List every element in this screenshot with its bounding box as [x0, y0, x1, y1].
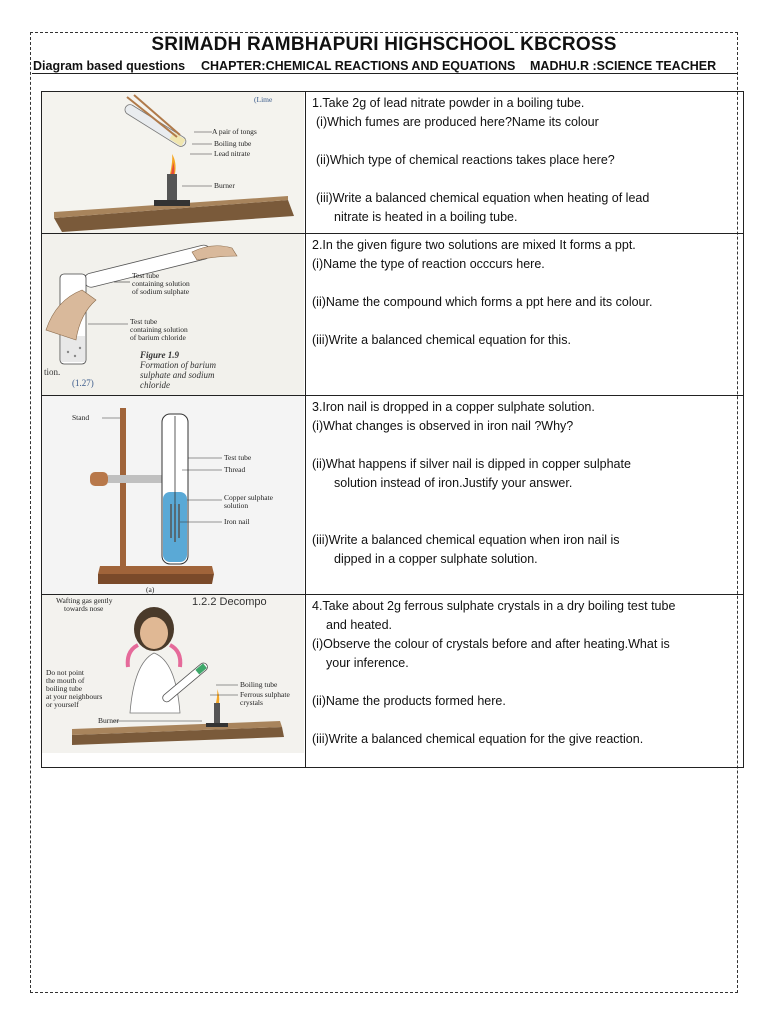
figure-cell-1	[42, 92, 306, 234]
figure-cell-4	[42, 595, 306, 768]
teacher-name: MADHU.R :SCIENCE TEACHER	[530, 59, 717, 73]
label-test-tube: Test tube	[224, 453, 252, 462]
q1-gap	[312, 132, 739, 151]
q3-line: (i)What changes is observed in iron nail ?Why?	[312, 419, 574, 433]
question-row-3	[42, 396, 744, 595]
label-boiling-tube: Boiling tube	[214, 139, 252, 148]
label-ferrous-sulphate: Ferrous sulphate crystals	[240, 690, 290, 707]
q4-line: (iii)Write a balanced chemical equation for the give reaction.	[312, 732, 644, 746]
q2-line: (iii)Write a balanced chemical equation for this.	[312, 333, 571, 347]
q3-line: dipped in a copper sulphate solution.	[334, 552, 538, 566]
q4-line: (i)Observe the colour of crystals before and after heating.What is	[312, 637, 670, 651]
q1-line: nitrate is heated in a boiling tube.	[334, 210, 518, 224]
figure-iron-nail-copper-sulphate	[42, 396, 305, 594]
question-cell-3	[306, 396, 744, 595]
label-test-tube-barium-chloride: Test tube containing solution of barium chloride	[130, 317, 188, 342]
q4-gap	[312, 711, 739, 730]
q2-line: 2.In the given figure two solutions are mixed It forms a ppt.	[312, 238, 636, 252]
figure-cell-3	[42, 396, 306, 595]
q3-line: 3.Iron nail is dropped in a copper sulphate solution.	[312, 400, 595, 414]
worksheet-subheader	[33, 59, 741, 74]
q3-gap	[312, 512, 739, 531]
chapter-name: CHAPTER:CHEMICAL REACTIONS AND EQUATIONS	[201, 59, 516, 73]
question-cell-2	[306, 234, 744, 396]
q1-line: (ii)Which type of chemical reactions takes place here?	[316, 153, 615, 167]
number-text: (1.27)	[72, 378, 94, 388]
side-text: tion.	[44, 367, 61, 377]
q1-line: 1.Take 2g of lead nitrate powder in a boiling tube.	[312, 96, 585, 110]
label-stand: Stand	[72, 413, 90, 422]
q3-line: (iii)Write a balanced chemical equation when iron nail is	[312, 533, 620, 547]
label-iron-nail: Iron nail	[224, 517, 250, 526]
q2-gap	[312, 312, 739, 331]
figure-cell-2	[42, 234, 306, 396]
q4-line: (ii)Name the products formed here.	[312, 694, 506, 708]
q3-line: (ii)What happens if silver nail is dipped in copper sulphate	[312, 457, 631, 471]
q4-line: 4.Take about 2g ferrous sulphate crystals in a dry boiling test tube	[312, 599, 676, 613]
question-cell-1	[306, 92, 744, 234]
q1-gap	[312, 170, 739, 189]
q2-line: (i)Name the type of reaction occcurs here.	[312, 257, 545, 271]
figure-caption-line: chloride	[140, 380, 170, 390]
figure-ferrous-sulphate-heating	[42, 595, 305, 753]
header-rule	[32, 73, 738, 74]
question-row-2	[42, 234, 744, 396]
q2-line: (ii)Name the compound which forms a ppt here and its colour.	[312, 295, 653, 309]
q4-gap	[312, 673, 739, 692]
question-cell-4	[306, 595, 744, 768]
q3-line: solution instead of iron.Justify your answer.	[334, 476, 573, 490]
figure-lead-nitrate-heating	[42, 92, 305, 233]
figure-barium-sulphate-formation	[42, 234, 305, 395]
q4-line: your inference.	[326, 656, 409, 670]
figure-caption-title: Figure 1.9	[140, 350, 180, 360]
corner-text-1: (Lime	[254, 95, 273, 104]
q2-gap	[312, 274, 739, 293]
q1-line: (iii)Write a balanced chemical equation when heating of lead	[316, 191, 650, 205]
figure-caption-line: sulphate and sodium	[140, 370, 215, 380]
figure-part-label: (a)	[146, 585, 155, 594]
q3-gap	[312, 436, 739, 455]
label-caution: Do not point the mouth of boiling tube at your neighbours or yourself	[46, 668, 103, 709]
worksheet-type: Diagram based questions	[33, 59, 186, 73]
q3-gap	[312, 493, 739, 512]
school-title: SRIMADH RAMBHAPURI HIGHSCHOOL KBCROSS	[151, 34, 617, 55]
label-test-tube-sodium-sulphate: Test tube containing solution of sodium sulphate	[132, 271, 190, 296]
label-wafting-gas: Wafting gas gently towards nose	[56, 596, 113, 613]
figure-caption-line: Formation of barium	[140, 360, 217, 370]
question-row-1	[42, 92, 744, 234]
question-row-4	[42, 595, 744, 768]
label-boiling-tube-4: Boiling tube	[240, 680, 278, 689]
label-lead-nitrate: Lead nitrate	[214, 149, 251, 158]
questions-table	[41, 91, 744, 768]
corner-text-4: 1.2.2 Decompo	[192, 596, 267, 608]
label-burner-4: Burner	[98, 716, 119, 725]
label-tongs: A pair of tongs	[212, 127, 257, 136]
q1-line: (i)Which fumes are produced here?Name its colour	[316, 115, 599, 129]
label-burner: Burner	[214, 181, 235, 190]
label-copper-sulphate: Copper sulphate solution	[224, 493, 273, 510]
label-thread: Thread	[224, 465, 246, 474]
q4-line: and heated.	[326, 618, 393, 632]
